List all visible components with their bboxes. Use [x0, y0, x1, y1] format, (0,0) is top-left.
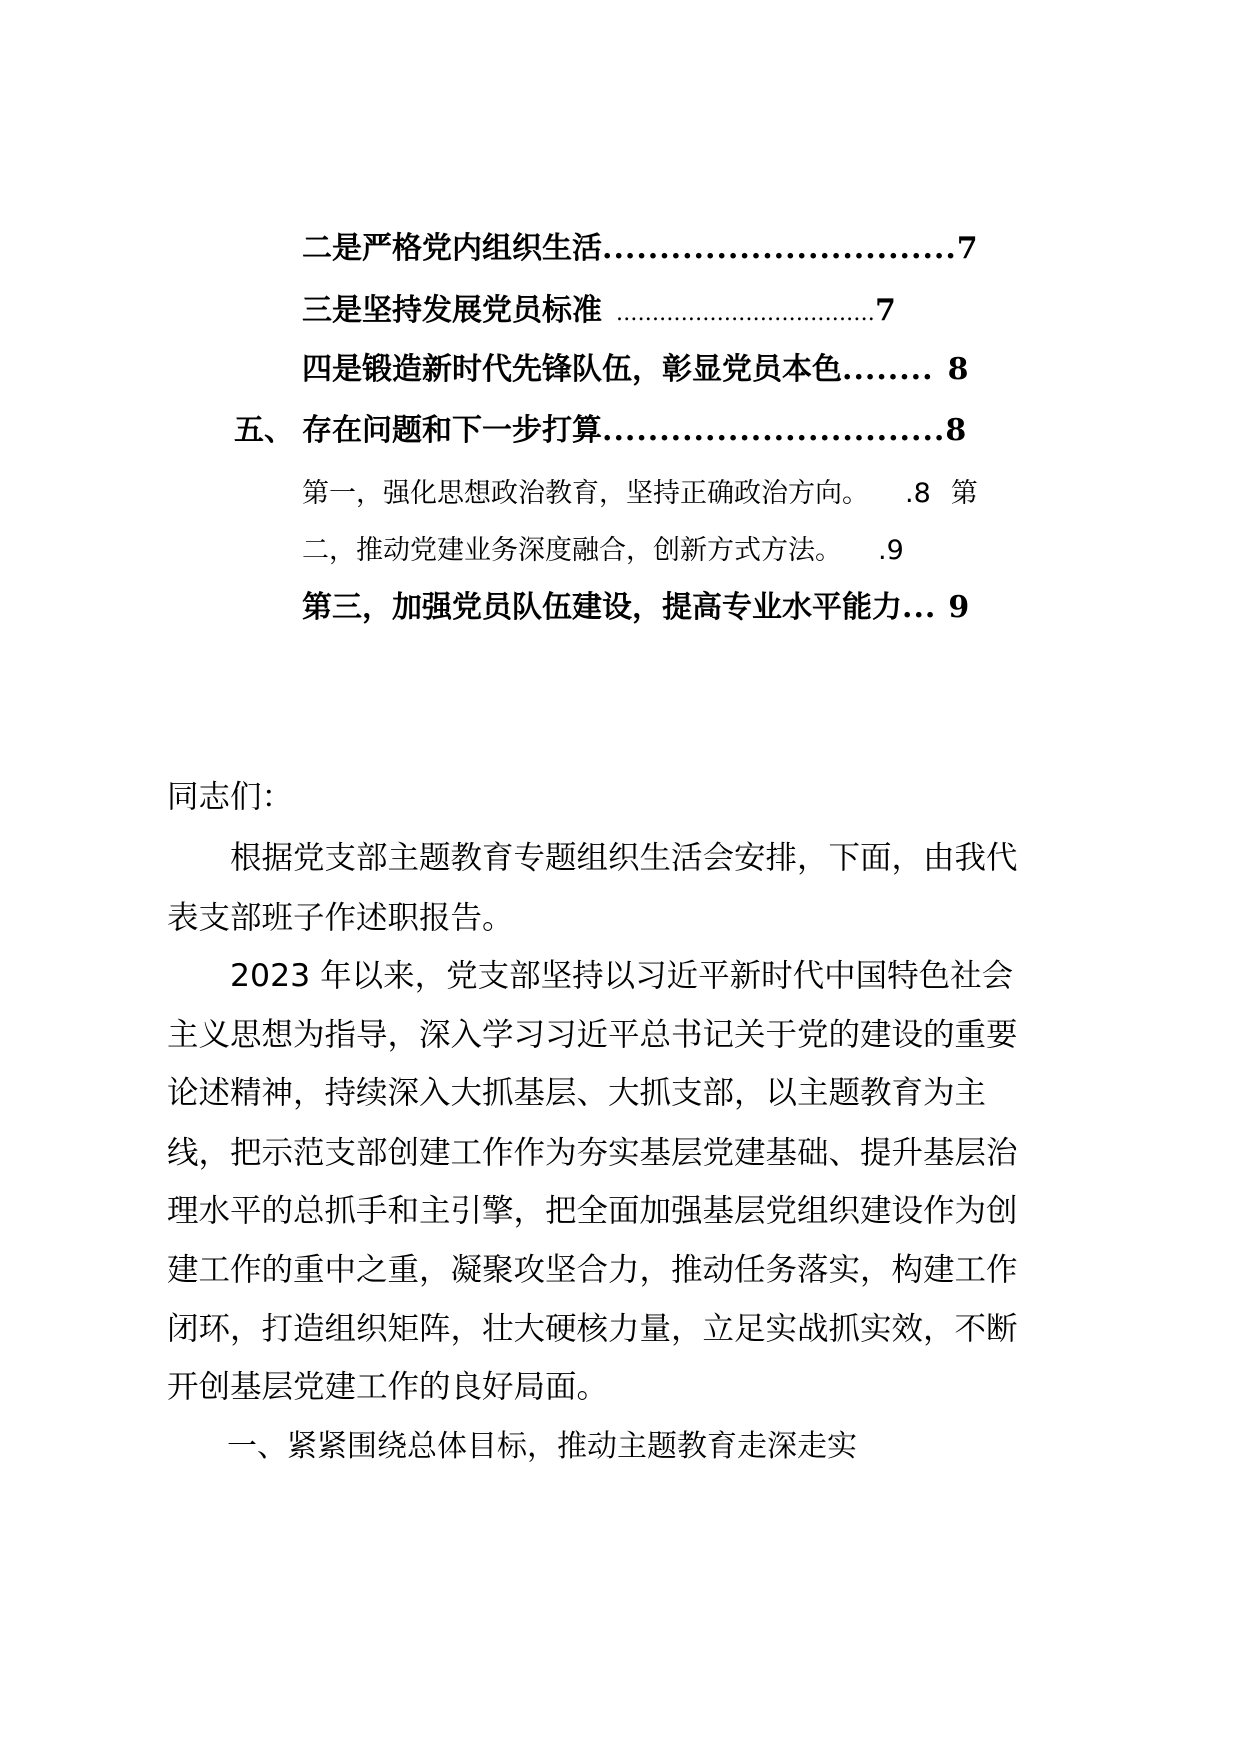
toc-leader: ...............................	[602, 231, 957, 266]
paragraph-line: 开创基层党建工作的良好局面。	[167, 1369, 609, 1405]
toc-item-text: 四是锻造新时代先锋队伍，彰显党员本色	[302, 352, 842, 387]
toc-trailing-text: 第	[950, 478, 978, 509]
toc-leader: ....................................	[616, 301, 875, 326]
toc-item-2[interactable]	[302, 231, 978, 266]
paragraph-line: 2023 年以来，党支部坚持以习近平新时代中国特色社会	[167, 958, 1014, 994]
paragraph-line: 根据党支部主题教育专题组织生活会安排，下面，由我代	[167, 840, 1018, 876]
toc-page-number: .8	[905, 478, 931, 509]
toc-page-number: 9	[948, 590, 970, 625]
toc-item-text: 第一，强化思想政治教育，坚持正确政治方向。	[302, 478, 869, 509]
toc-item-text: 三是坚持发展党员标准	[302, 293, 602, 328]
paragraph-line: 线，把示范支部创建工作作为夯实基层党建基础、提升基层治	[167, 1135, 1018, 1171]
toc-page-number: 8	[945, 413, 967, 448]
paragraph-line: 表支部班子作述职报告。	[167, 900, 514, 936]
paragraph-line: 主义思想为指导，深入学习习近平总书记关于党的建设的重要	[167, 1017, 1018, 1053]
toc-page-number: .9	[878, 535, 904, 566]
toc-item-5[interactable]	[234, 413, 967, 448]
salutation: 同志们：	[167, 779, 294, 815]
toc-page-number: 8	[947, 352, 969, 387]
toc-subitem-3[interactable]	[302, 590, 970, 625]
toc-item-number: 五、	[234, 413, 294, 448]
toc-page-number: 7	[956, 231, 978, 266]
paragraph-line: 论述精神，持续深入大抓基层、大抓支部，以主题教育为主	[167, 1075, 987, 1111]
toc-leader: ...	[902, 590, 937, 625]
toc-item-text: 二，推动党建业务深度融合，创新方式方法。	[302, 535, 842, 566]
toc-item-text: 存在问题和下一步打算	[302, 413, 602, 448]
toc-item-text: 二是严格党内组织生活	[302, 231, 602, 266]
toc-leader: ..............................	[602, 413, 946, 448]
paragraph-line: 理水平的总抓手和主引擎，把全面加强基层党组织建设作为创	[167, 1193, 1018, 1229]
toc-item-4[interactable]	[302, 352, 969, 387]
paragraph-line: 闭环，打造组织矩阵，壮大硬核力量，立足实战抓实效，不断	[167, 1311, 1018, 1347]
paragraph-line: 建工作的重中之重，凝聚攻坚合力，推动任务落实，构建工作	[167, 1252, 1018, 1288]
toc-page-number: 7	[874, 293, 896, 328]
toc-subitem-2[interactable]	[302, 537, 904, 564]
toc-item-text: 第三，加强党员队伍建设，提高专业水平能力	[302, 590, 902, 625]
toc-leader: ........	[842, 352, 934, 387]
toc-item-3[interactable]	[302, 293, 896, 328]
toc-subitem-1[interactable]	[302, 480, 978, 507]
section-heading: 一、紧紧围绕总体目标，推动主题教育走深走实	[167, 1429, 857, 1464]
